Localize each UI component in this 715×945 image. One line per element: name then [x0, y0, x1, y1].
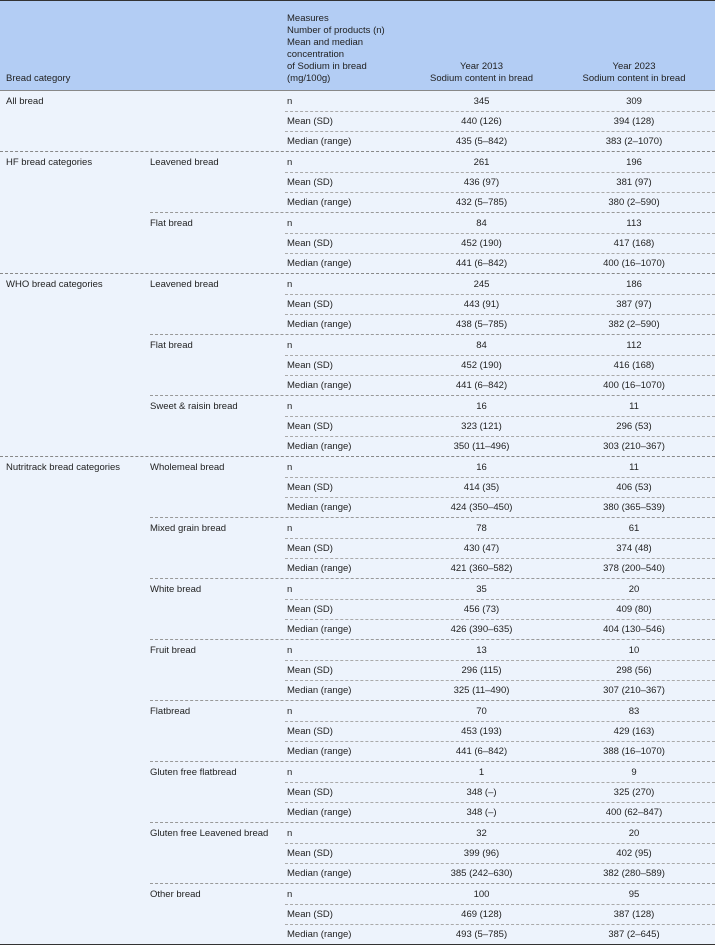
table-row	[285, 335, 715, 355]
table-row	[285, 111, 715, 131]
value-2023: 381 (97)	[616, 177, 652, 188]
measure-label: n	[287, 278, 293, 290]
subgroup	[150, 700, 715, 761]
value-2023: 325 (270)	[613, 787, 655, 798]
value-2013: 323 (121)	[461, 421, 502, 432]
header-measures: Measures Number of products (n) Mean and median concentration of Sodium in bread (mg/100g)	[287, 13, 385, 84]
value-2013: 440 (126)	[461, 116, 502, 127]
subgroup	[150, 395, 715, 456]
measure-label: n	[287, 522, 293, 534]
value-2023: 61	[628, 522, 640, 534]
table-group	[0, 91, 715, 151]
value-2013: 436 (97)	[463, 177, 500, 188]
row-list	[285, 152, 715, 212]
value-2013: 16	[476, 400, 487, 412]
measure-label: Median (range)	[287, 197, 352, 208]
value-2013: 469 (128)	[461, 909, 502, 920]
table-row	[285, 355, 715, 375]
value-2013: 426 (390–635)	[450, 624, 513, 635]
subgroup-name: Mixed grain bread	[150, 523, 227, 534]
value-2023: 11	[629, 400, 639, 412]
subgroup-name: Fruit bread	[150, 645, 196, 656]
value-2023: 95	[628, 888, 640, 900]
table-group	[0, 273, 715, 456]
measure-label: Mean (SD)	[287, 543, 333, 554]
subgroup	[150, 517, 715, 578]
table-row	[285, 843, 715, 863]
group-category: All bread	[6, 96, 44, 107]
measure-label: Median (range)	[287, 685, 352, 696]
value-2023: 404 (130–546)	[603, 624, 665, 635]
value-2023: 387 (97)	[616, 299, 652, 310]
value-2013: 424 (350–450)	[450, 502, 513, 513]
value-2013: 13	[476, 644, 487, 656]
value-2013: 100	[473, 888, 490, 900]
table-group	[0, 151, 715, 273]
measure-label: Median (range)	[287, 807, 352, 818]
value-2013: 432 (5–785)	[455, 197, 508, 208]
subgroup-list	[150, 152, 715, 273]
table-row	[285, 558, 715, 578]
measure-label: n	[287, 827, 293, 839]
value-2013: 441 (6–842)	[455, 746, 508, 757]
value-2013: 452 (190)	[461, 360, 502, 371]
table-row	[285, 314, 715, 334]
table-row	[285, 152, 715, 172]
table-header	[0, 1, 715, 91]
header-year-2023: Year 2023 Sodium content in bread	[582, 61, 686, 84]
value-2013: 456 (73)	[463, 604, 500, 615]
table-row	[285, 863, 715, 883]
row-list	[285, 579, 715, 639]
table-row	[285, 599, 715, 619]
value-2013: 453 (193)	[461, 726, 502, 737]
table-row	[285, 172, 715, 192]
subgroup	[150, 274, 715, 334]
group-category: HF bread categories	[6, 157, 93, 168]
table-row	[285, 131, 715, 151]
table-group	[0, 456, 715, 944]
value-2013: 414 (35)	[463, 482, 500, 493]
value-2013: 441 (6–842)	[455, 258, 508, 269]
value-2013: 345	[473, 95, 490, 107]
table-row	[285, 741, 715, 761]
subgroup	[150, 152, 715, 212]
row-list	[285, 823, 715, 883]
subgroup-name: Gluten free Leavened bread	[150, 828, 269, 839]
subgroup-list	[150, 457, 715, 944]
value-2023: 382 (2–590)	[608, 319, 660, 330]
value-2023: 113	[626, 217, 642, 229]
value-2023: 378 (200–540)	[603, 563, 665, 574]
subgroup-name: Leavened bread	[150, 279, 219, 290]
measure-label: n	[287, 583, 293, 595]
value-2013: 443 (91)	[463, 299, 500, 310]
value-2023: 83	[628, 705, 640, 717]
table-row	[285, 416, 715, 436]
row-list	[285, 762, 715, 822]
measure-label: n	[287, 766, 293, 778]
row-list	[285, 274, 715, 334]
value-2023: 383 (2–1070)	[605, 136, 663, 147]
table-row	[285, 457, 715, 477]
subgroup-name: Wholemeal bread	[150, 462, 225, 473]
table-row	[285, 294, 715, 314]
value-2023: 196	[626, 156, 642, 168]
value-2023: 402 (95)	[616, 848, 652, 859]
subgroup	[150, 91, 715, 151]
table-row	[285, 213, 715, 233]
value-2023: 307 (210–367)	[603, 685, 665, 696]
measure-label: Median (range)	[287, 502, 352, 513]
table-row	[285, 579, 715, 599]
measure-label: Median (range)	[287, 868, 352, 879]
measure-label: Mean (SD)	[287, 177, 333, 188]
measure-label: Mean (SD)	[287, 726, 333, 737]
measure-label: Median (range)	[287, 624, 352, 635]
table-row	[285, 396, 715, 416]
subgroup-name	[150, 91, 285, 151]
measure-label: Mean (SD)	[287, 238, 333, 249]
measure-label: Median (range)	[287, 319, 352, 330]
value-2023: 417 (168)	[613, 238, 655, 249]
value-2023: 406 (53)	[616, 482, 652, 493]
header-year-2013: Year 2013 Sodium content in bread	[430, 61, 533, 84]
value-2023: 309	[626, 95, 642, 107]
value-2023: 429 (163)	[613, 726, 655, 737]
table-row	[285, 497, 715, 517]
subgroup-list	[150, 274, 715, 456]
measure-label: n	[287, 95, 293, 107]
measure-label: Mean (SD)	[287, 848, 333, 859]
table-row	[285, 192, 715, 212]
measure-label: n	[287, 339, 293, 351]
value-2023: 380 (2–590)	[608, 197, 660, 208]
measure-label: n	[287, 644, 293, 656]
measure-label: Mean (SD)	[287, 482, 333, 493]
subgroup	[150, 334, 715, 395]
subgroup-name: Flat bread	[150, 340, 193, 351]
group-category: WHO bread categories	[6, 279, 103, 290]
table-row	[285, 253, 715, 273]
value-2023: 400 (16–1070)	[603, 258, 665, 269]
subgroup	[150, 578, 715, 639]
value-2013: 16	[476, 461, 487, 473]
row-list	[285, 884, 715, 944]
value-2023: 387 (2–645)	[608, 929, 660, 940]
table-row	[285, 680, 715, 700]
value-2023: 303 (210–367)	[603, 441, 665, 452]
table-row	[285, 782, 715, 802]
table-row	[285, 802, 715, 822]
value-2013: 435 (5–842)	[455, 136, 508, 147]
table-row	[285, 884, 715, 904]
table-row	[285, 233, 715, 253]
measure-label: Mean (SD)	[287, 604, 333, 615]
row-list	[285, 335, 715, 395]
table-row	[285, 762, 715, 782]
value-2013: 348 (–)	[466, 787, 497, 798]
measure-label: Mean (SD)	[287, 909, 333, 920]
value-2013: 84	[476, 339, 487, 351]
row-list	[285, 457, 715, 517]
value-2023: 11	[629, 461, 639, 473]
measure-label: n	[287, 461, 293, 473]
table-row	[285, 477, 715, 497]
measure-label: Median (range)	[287, 929, 352, 940]
measure-label: n	[287, 888, 293, 900]
measure-label: Median (range)	[287, 563, 352, 574]
row-list	[285, 701, 715, 761]
subgroup-name: Gluten free flatbread	[150, 767, 237, 778]
value-2023: 382 (280–589)	[603, 868, 665, 879]
value-2013: 348 (–)	[466, 807, 497, 818]
group-category: Nutritrack bread categories	[6, 462, 121, 473]
table-row	[285, 701, 715, 721]
value-2013: 385 (242–630)	[450, 868, 513, 879]
measure-label: Median (range)	[287, 380, 352, 391]
table-row	[285, 274, 715, 294]
value-2023: 10	[628, 644, 640, 656]
value-2013: 350 (11–496)	[453, 441, 510, 452]
value-2023: 20	[628, 583, 640, 595]
value-2023: 20	[628, 827, 640, 839]
table-row	[285, 436, 715, 456]
measure-label: Median (range)	[287, 136, 352, 147]
value-2023: 380 (365–539)	[603, 502, 665, 513]
measure-label: Mean (SD)	[287, 360, 333, 371]
value-2013: 296 (115)	[461, 665, 502, 676]
subgroup-list	[150, 91, 715, 151]
measure-label: Median (range)	[287, 258, 352, 269]
subgroup-name: Sweet & raisin bread	[150, 401, 238, 412]
measure-label: n	[287, 217, 293, 229]
value-2023: 416 (168)	[613, 360, 655, 371]
measure-label: Mean (SD)	[287, 665, 333, 676]
value-2013: 261	[473, 156, 490, 168]
subgroup-name: Flat bread	[150, 218, 193, 229]
table-row	[285, 660, 715, 680]
value-2023: 9	[631, 766, 637, 778]
value-2023: 296 (53)	[616, 421, 652, 432]
row-list	[285, 396, 715, 456]
table-row	[285, 538, 715, 558]
row-list	[285, 518, 715, 578]
subgroup	[150, 822, 715, 883]
value-2013: 430 (47)	[463, 543, 500, 554]
value-2023: 112	[626, 339, 642, 351]
value-2023: 186	[626, 278, 642, 290]
value-2013: 35	[476, 583, 487, 595]
subgroup	[150, 761, 715, 822]
value-2013: 399 (96)	[463, 848, 500, 859]
measure-label: Mean (SD)	[287, 421, 333, 432]
value-2013: 1	[478, 766, 485, 778]
row-list	[285, 91, 715, 151]
value-2013: 325 (11–490)	[453, 685, 510, 696]
table-row	[285, 721, 715, 741]
row-list	[285, 213, 715, 273]
measure-label: Mean (SD)	[287, 116, 333, 127]
value-2023: 400 (16–1070)	[603, 380, 665, 391]
value-2023: 298 (56)	[616, 665, 652, 676]
value-2013: 452 (190)	[461, 238, 502, 249]
table-row	[285, 518, 715, 538]
table-row	[285, 904, 715, 924]
value-2013: 78	[476, 522, 487, 534]
table-row	[285, 823, 715, 843]
value-2023: 409 (80)	[616, 604, 652, 615]
measure-label: Mean (SD)	[287, 299, 333, 310]
value-2013: 438 (5–785)	[455, 319, 508, 330]
subgroup	[150, 883, 715, 944]
measure-label: Median (range)	[287, 746, 352, 757]
value-2023: 394 (128)	[613, 116, 655, 127]
value-2013: 32	[476, 827, 487, 839]
value-2023: 388 (16–1070)	[603, 746, 665, 757]
value-2013: 441 (6–842)	[455, 380, 508, 391]
value-2013: 84	[476, 217, 487, 229]
value-2023: 387 (128)	[613, 909, 655, 920]
measure-label: Mean (SD)	[287, 787, 333, 798]
subgroup	[150, 639, 715, 700]
measure-label: n	[287, 400, 293, 412]
table-row	[285, 640, 715, 660]
subgroup-name: Flatbread	[150, 706, 191, 717]
subgroup	[150, 457, 715, 517]
value-2013: 421 (360–582)	[450, 563, 513, 574]
table-row	[285, 924, 715, 944]
header-bread-category: Bread category	[6, 73, 71, 84]
value-2013: 493 (5–785)	[455, 929, 508, 940]
subgroup-name: White bread	[150, 584, 202, 595]
table-row	[285, 619, 715, 639]
table-body	[0, 91, 715, 944]
value-2013: 245	[473, 278, 490, 290]
value-2013: 70	[476, 705, 487, 717]
table-row	[285, 375, 715, 395]
subgroup-name: Leavened bread	[150, 157, 219, 168]
value-2023: 374 (48)	[616, 543, 652, 554]
value-2023: 400 (62–847)	[605, 807, 663, 818]
measure-label: Median (range)	[287, 441, 352, 452]
subgroup-name: Other bread	[150, 889, 201, 900]
measure-label: n	[287, 156, 293, 168]
subgroup	[150, 212, 715, 273]
row-list	[285, 640, 715, 700]
table-row	[285, 91, 715, 111]
measure-label: n	[287, 705, 293, 717]
